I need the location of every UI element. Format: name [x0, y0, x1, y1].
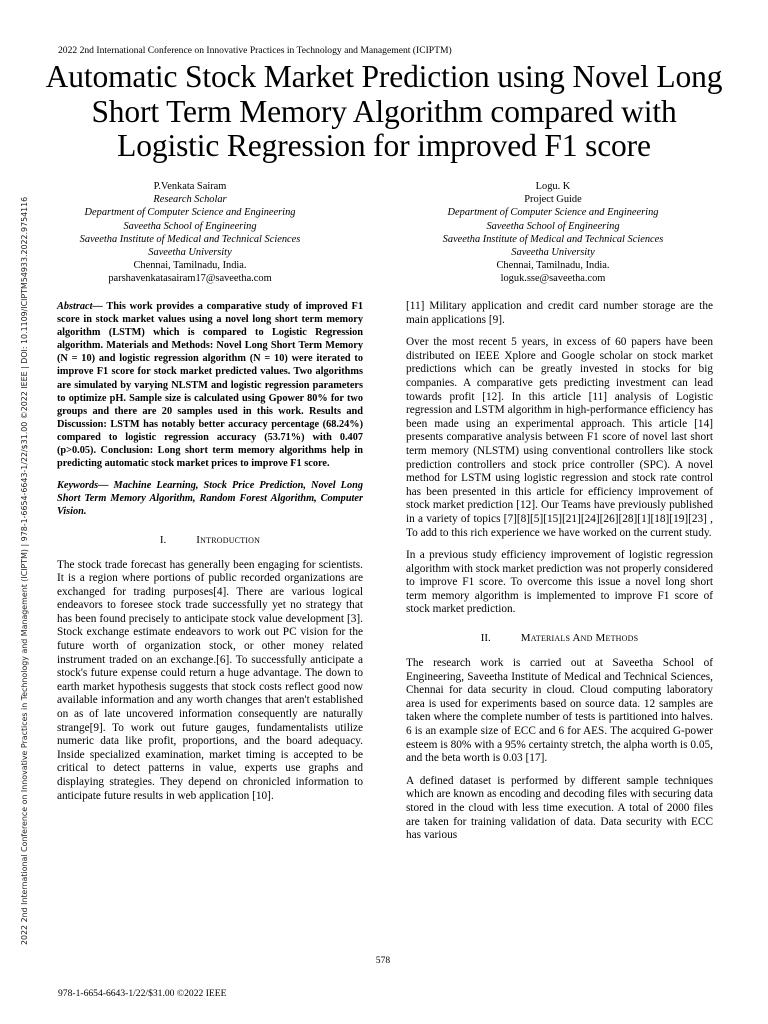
section-number: II. — [480, 632, 491, 645]
body-paragraph: The research work is carried out at Saveetha School of Engineering, Saveetha Institute of Medical and Technical Sciences, Chennai for data security in cloud. Cloud computing laboratory area is used for experiments based on source data. 12 samples are taken where the complete number of tests is partitioned into halves. 6 is an example size of ECC and 6 for AES. The acquired G-power esteem is 80% with a 95% certainty stretch, the alpha worth is 0.05, and the beta worth is 0.03 [17]. — [406, 657, 713, 765]
body-paragraph: The stock trade forecast has generally been engaging for scientists. It is a region where portions of public recorded organizations are exchanged for trading purposes[4]. There are various logical endeavors to foresee stock trade successfully yet no strategy that has been found precisely to anticipate stock value development [3]. Stock exchange estimate endeavors to work out PC vision for the future worth of organization stock, or other money related instrument traded on an exchange.[6]. To successfully anticipate a stock's future expense could return a huge advantage. The down to earth market hypothesis suggests that stock costs reflect good now available information and any worth changes that aren't established on as of late uncovered information consequently are naturally strange[9]. To work out future gauges, fundamentalists utilize numeric data like profit, proportions, and the board adequacy. Inside specialized examination, market timing is accepted to be critical to detect patterns in value, experts use graphs and displaying strategies. They depend on chronicled information to anticipate future results in web application [10]. — [57, 558, 363, 802]
author-block-2 — [403, 180, 703, 286]
author-institute: Saveetha Institute of Medical and Technical Sciences — [442, 233, 664, 245]
body-paragraph: Over the most recent 5 years, in excess of 60 papers have been distributed on IEEE Xplore and Google scholar on stock market predictions which can be greatly invested in stocks for big companies. A comparative gets predicting investment can lead towards profit [12]. In this article [11] analysis of Logistic regression and LSTM algorithm in high-performance efficiency has been made using an experimental approach. This article [14] presents comparative analysis between F1 score of novel last short term memory (NLSTM) using conventional controllers like stock prediction controllers and stock price controller (SPC). A novel method for LSTM using logistic regression and stock rate control has been presented in this article for efficiency improvement of stock market prediction [12]. Our Teams have previously published in a variety of topics [7][8][5][15][21][24][26][28][1][18][19][23] , To add to this rich experience we have worked on the current study. — [406, 336, 713, 539]
doi-side-strip: 2022 2nd International Conference on Innovative Practices in Technology and Management (ICIPTM) | 978-1-6654-6643-1/22/$31.00 ©2022 IEEE | DOI: 10.1109/ICIPTM54933.2022.9754116 — [20, 196, 29, 945]
author-school: Saveetha School of Engineering — [486, 220, 620, 232]
conference-header: 2022 2nd International Conference on Innovative Practices in Technology and Management (ICIPTM) — [58, 45, 452, 56]
author-location: Chennai, Tamilnadu, India. — [496, 260, 610, 272]
section-title: Introduction — [196, 533, 261, 546]
author-email: loguk.sse@saveetha.com — [500, 273, 606, 285]
body-paragraph: A defined dataset is performed by different sample techniques which are known as encoding and decoding files with securing data stored in the cloud with less time execution. A total of 2000 files are taken for training validation of data. Data security with ECC has various — [406, 774, 713, 842]
author-department: Department of Computer Science and Engineering — [84, 207, 296, 219]
section-number: I. — [159, 533, 167, 546]
keywords-label: Keywords— — [57, 480, 109, 492]
copyright-footer: 978-1-6654-6643-1/22/$31.00 ©2022 IEEE — [58, 988, 227, 999]
keywords — [57, 479, 363, 518]
author-email: parshavenkatasairam17@saveetha.com — [108, 273, 272, 285]
keywords-text: Machine Learning, Stock Price Prediction, Novel Long Short Term Memory Algorithm, Random Forest Algorithm, Computer Vision. — [57, 480, 363, 518]
title-line: Short Term Memory Algorithm compared with — [91, 93, 677, 129]
author-institute: Saveetha Institute of Medical and Technical Sciences — [79, 233, 301, 245]
section-title: Materials And Methods — [520, 632, 639, 645]
author-role: Project Guide — [524, 194, 582, 206]
author-location: Chennai, Tamilnadu, India. — [133, 260, 247, 272]
abstract-label: Abstract— — [57, 301, 103, 312]
author-university: Saveetha University — [511, 247, 595, 259]
author-department: Department of Computer Science and Engineering — [447, 207, 659, 219]
left-column — [57, 300, 363, 812]
author-role: Research Scholar — [153, 194, 227, 206]
section-heading-materials-methods — [406, 631, 713, 645]
author-name: P.Venkata Sairam — [153, 181, 227, 192]
author-block-1 — [40, 180, 340, 286]
author-university: Saveetha University — [148, 247, 232, 259]
body-paragraph: In a previous study efficiency improvement of logistic regression algorithm with stock market prediction was not properly considered to improve F1 score. To overcome this issue a novel long short term memory algorithm is implemented to improve F1 score of stock market prediction. — [406, 549, 713, 616]
section-heading-introduction — [57, 533, 363, 547]
title-line: Logistic Regression for improved F1 score — [117, 128, 651, 163]
author-school: Saveetha School of Engineering — [123, 220, 257, 232]
abstract — [57, 300, 363, 470]
abstract-text: This work provides a comparative study of improved F1 score in stock market values using a novel long short term memory algorithm (LSTM) which is compared to Logistic Regression algorithm. Materials and Methods: Novel Long Short Term Memory (N = 10) and logistic regression algorithm (N = 10) were iterated to improve F1 score for stock market predicted values. Two algorithms are simulated by varying NLSTM and logistic regression parameters to optimize pH. Sample size is calculated using Gpower 80% for two groups and there are 20 samples used in this work. Results and Discussion: LSTM has notably better accuracy percentage (68.24%) compared to logistic regression accuracy (53.71%) with 0.407 (p>0.05). Conclusion: Long short term memory algorithms help in predicting automatic stock market prices to improve F1 score. — [57, 301, 363, 470]
title-line: Automatic Stock Market Prediction using Novel Long — [45, 59, 723, 94]
paper-title — [40, 60, 728, 164]
page-number: 578 — [375, 955, 391, 966]
author-name: Logu. K — [535, 181, 571, 192]
body-paragraph: [11] Military application and credit card number storage are the main applications [9]. — [406, 300, 713, 326]
right-column — [406, 300, 713, 852]
